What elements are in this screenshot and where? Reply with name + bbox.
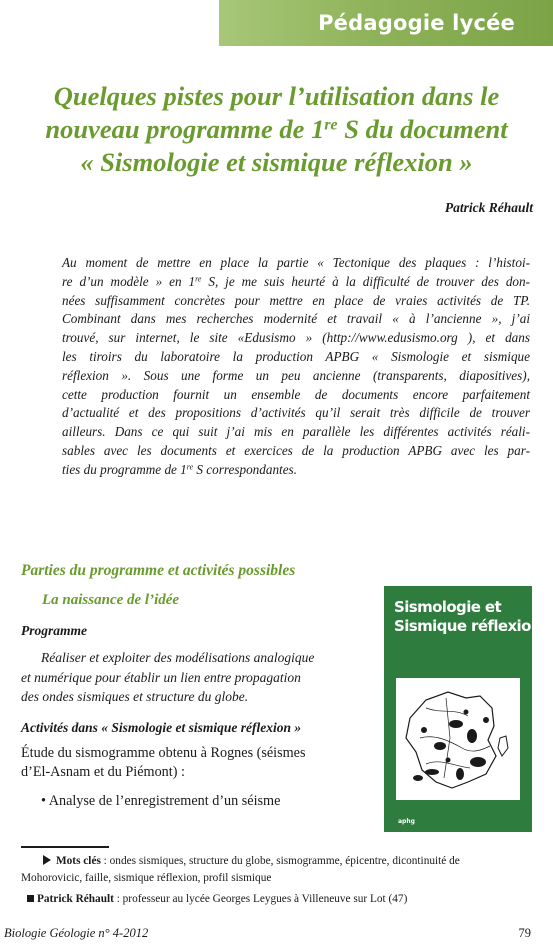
publisher-logo: aphg xyxy=(398,818,415,825)
article-title xyxy=(20,80,533,179)
activity-bullet-item: • Analyse de l’enregistrement d’un séisme xyxy=(41,793,281,809)
activities-line: d’El-Asnam et du Piémont) : xyxy=(21,764,185,780)
book-cover-image xyxy=(384,586,541,832)
title-line-2: nouveau programme de 1re S du document xyxy=(45,114,508,144)
square-bullet-icon xyxy=(27,895,34,902)
abstract-line: Combinant dans mes recherches modernité et travail « à l’ancienne », j’ai xyxy=(62,311,530,327)
abstract-line: les tiroirs du laboratoire la production APBG « Sismologie et sismique xyxy=(62,348,530,364)
arrow-icon xyxy=(43,855,51,865)
section-heading: Parties du programme et activités possibles xyxy=(21,562,296,579)
abstract-paragraph xyxy=(62,254,530,480)
title-line-3: « Sismologie et sismique réflexion » xyxy=(80,147,473,177)
title-line-1: Quelques pistes pour l’utilisation dans le xyxy=(53,81,500,111)
seismic-map-illustration xyxy=(396,678,520,800)
programme-label: Programme xyxy=(21,623,87,638)
programme-line: Réaliser et exploiter des modélisations analogique xyxy=(41,650,315,665)
article-author: Patrick Réhault xyxy=(444,200,533,215)
abstract-line: réflexion ». Sous une forme un peu ancienne (transparents, diapositives), xyxy=(62,367,530,383)
activities-text xyxy=(21,744,351,782)
abstract-line: re d’un modèle » en 1re S, je me suis heurté à la difficulté de trouver des don- xyxy=(62,273,530,289)
programme-line: et numérique pour établir un lien entre propagation xyxy=(21,669,301,685)
author-footnote: Patrick Réhault : professeur au lycée Georges Leygues à Villeneuve sur Lot (47) xyxy=(21,891,533,908)
activities-label: Activités dans « Sismologie et sismique réflexion » xyxy=(21,720,302,735)
abstract-line: ailleurs. Dans ce qui suit j’ai mis en parallèle les différentes activités réali- xyxy=(62,424,530,440)
page-number: 79 xyxy=(518,926,531,940)
section-header-band xyxy=(219,0,553,46)
abstract-line: sables avec les documents et exercices de la production APBG avec les par- xyxy=(62,442,530,458)
footnote-divider xyxy=(21,846,109,848)
subsection-heading: La naissance de l’idée xyxy=(42,592,180,608)
abstract-line: d’actualité et des propositions d’activités qu’il serait très difficile de trouver xyxy=(62,405,530,421)
section-label: Pédagogie lycée xyxy=(318,11,515,35)
programme-line: des ondes sismiques et structure du globe. xyxy=(21,689,249,704)
programme-text xyxy=(21,648,351,707)
cover-title: Sismologie et Sismique réflexion xyxy=(394,598,541,635)
keywords-footnote: Mots clés : ondes sismiques, structure du globe, sismogramme, épicentre, dicontinuité de Mohorovicic, faille, sismique réflexion, profil sismique xyxy=(21,855,460,884)
activities-line: Étude du sismogramme obtenu à Rognes (séismes xyxy=(21,745,306,761)
abstract-line: Au moment de mettre en place la partie « Tectonique des plaques : l’histoi- xyxy=(62,255,530,270)
journal-reference: Biologie Géologie n° 4-2012 xyxy=(4,926,149,940)
abstract-line: trouvé, sur internet, le site «Edusismo » (http://www.edusismo.org ), et dans xyxy=(62,330,530,346)
abstract-line: ties du programme de 1re S correspondantes. xyxy=(62,461,297,477)
abstract-line: nées suffisamment concrètes pour mettre en place de vraies activités de TP. xyxy=(62,292,530,308)
abstract-line: cette production fournit un ensemble de documents encore parfaitement xyxy=(62,386,530,402)
